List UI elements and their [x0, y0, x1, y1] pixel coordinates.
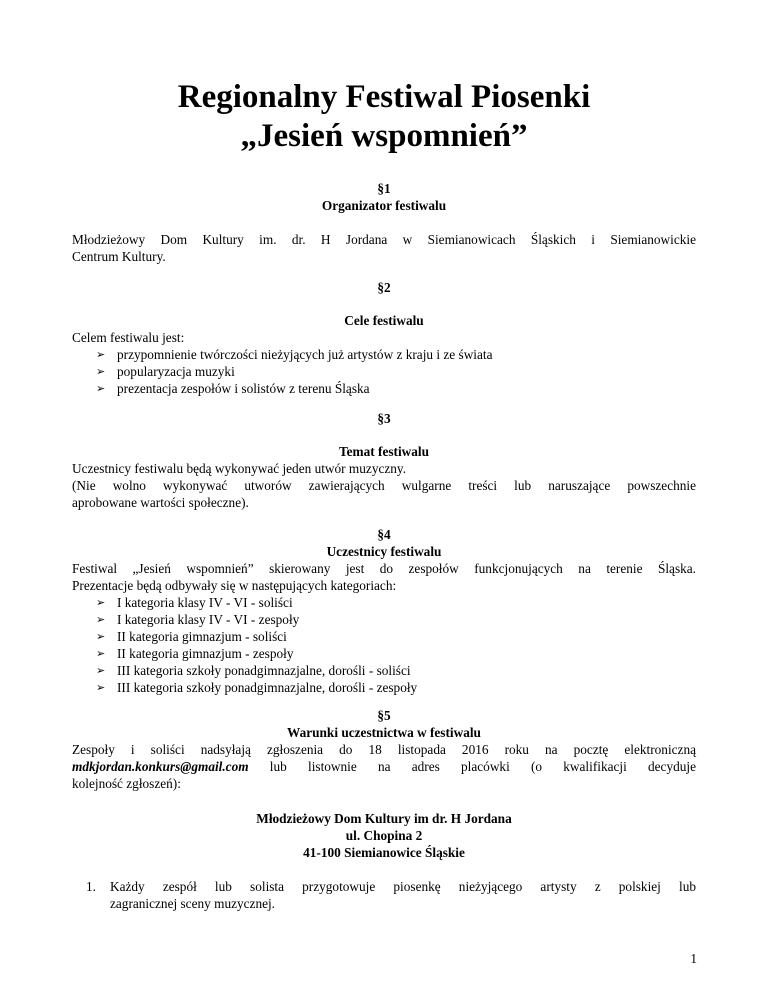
- section-5-line-2: mdkjordan.konkurs@gmail.com lub listownie na adres placówki (o kwalifikacji decyduje: [72, 759, 696, 774]
- arrowhead-bullet-icon: ➢: [96, 664, 106, 677]
- item-text-line-1: Każdy zespół lub solista przygotowuje piosenkę nieżyjącego artysty z polskiej lub: [110, 879, 696, 894]
- section-3-line-2: (Nie wolno wykonywać utworów zawierających wulgarne treści lub naruszające powszechnie: [72, 478, 696, 493]
- arrowhead-bullet-icon: ➢: [96, 630, 106, 643]
- item-text-line-2: zagranicznej sceny muzycznej.: [110, 896, 276, 911]
- section-3-heading: Temat festiwalu: [339, 444, 429, 459]
- arrowhead-bullet-icon: ➢: [96, 613, 106, 626]
- list-item: ➢ II kategoria gimnazjum - soliści: [96, 629, 287, 644]
- address-line-3: 41-100 Siemianowice Śląskie: [303, 845, 465, 860]
- arrowhead-bullet-icon: ➢: [96, 596, 106, 609]
- arrowhead-bullet-icon: ➢: [96, 647, 106, 660]
- list-item: ➢ prezentacja zespołów i solistów z terenu Śląska: [96, 381, 370, 396]
- section-4-category-list: [96, 594, 417, 696]
- section-2-number: §2: [377, 280, 391, 295]
- section-4-heading: Uczestnicy festiwalu: [326, 544, 442, 559]
- section-2-heading: Cele festiwalu: [344, 313, 424, 328]
- contact-email-link[interactable]: mdkjordan.konkurs@gmail.com: [72, 759, 249, 774]
- document-title-line-2: „Jesień wspomnień”: [240, 118, 528, 154]
- numbered-item-1: [86, 878, 696, 912]
- section-1-paragraph-line-1: Młodzieżowy Dom Kultury im. dr. H Jordana w Siemianowicach Śląskich i Siemianowickie: [72, 232, 696, 247]
- section-3-number: §3: [377, 411, 391, 426]
- list-item: ➢ III kategoria szkoły ponadgimnazjalne, dorośli - zespoły: [96, 680, 418, 695]
- section-5-line-1: Zespoły i soliści nadsyłają zgłoszenia do 18 listopada 2016 roku na pocztę elektroniczną: [72, 742, 696, 757]
- address-line-1: Młodzieżowy Dom Kultury im dr. H Jordana: [256, 811, 512, 826]
- list-item: ➢ I kategoria klasy IV - VI - soliści: [96, 595, 293, 610]
- section-4-line-2: Prezentacje będą odbywały się w następujących kategoriach:: [72, 578, 397, 593]
- section-3-line-3: aprobowane wartości społeczne).: [72, 495, 249, 510]
- section-2-bullet-list: [96, 346, 493, 397]
- document-title-line-1: Regionalny Festiwal Piosenki: [177, 79, 591, 115]
- page-number: 1: [690, 951, 697, 966]
- section-5-line-3: kolejność zgłoszeń):: [72, 776, 181, 791]
- arrowhead-bullet-icon: ➢: [96, 348, 106, 361]
- section-1-number: §1: [377, 181, 391, 196]
- list-item: ➢ II kategoria gimnazjum - zespoły: [96, 646, 294, 661]
- section-1-paragraph-line-2: Centrum Kultury.: [72, 249, 166, 264]
- section-5-heading: Warunki uczestnictwa w festiwalu: [287, 725, 481, 740]
- section-2-intro: Celem festiwalu jest:: [72, 330, 185, 345]
- section-3-line-1: Uczestnicy festiwalu będą wykonywać jeden utwór muzyczny.: [72, 461, 407, 476]
- list-item: ➢ I kategoria klasy IV - VI - zespoły: [96, 612, 300, 627]
- arrowhead-bullet-icon: ➢: [96, 365, 106, 378]
- arrowhead-bullet-icon: ➢: [96, 681, 106, 694]
- section-1-heading: Organizator festiwalu: [321, 198, 447, 213]
- item-number: 1.: [86, 879, 96, 894]
- address-line-2: ul. Chopina 2: [345, 828, 423, 843]
- section-5-number: §5: [377, 708, 391, 723]
- section-4-number: §4: [377, 527, 391, 542]
- list-item: ➢ popularyzacja muzyki: [96, 364, 235, 379]
- list-item: ➢ przypomnienie twórczości nieżyjących już artystów z kraju i ze świata: [96, 347, 493, 362]
- list-item: ➢ III kategoria szkoły ponadgimnazjalne, dorośli - soliści: [96, 663, 411, 678]
- section-4-line-1: Festiwal „Jesień wspomnień” skierowany jest do zespołów funkcjonujących na terenie Śląska.: [72, 561, 696, 576]
- arrowhead-bullet-icon: ➢: [96, 382, 106, 395]
